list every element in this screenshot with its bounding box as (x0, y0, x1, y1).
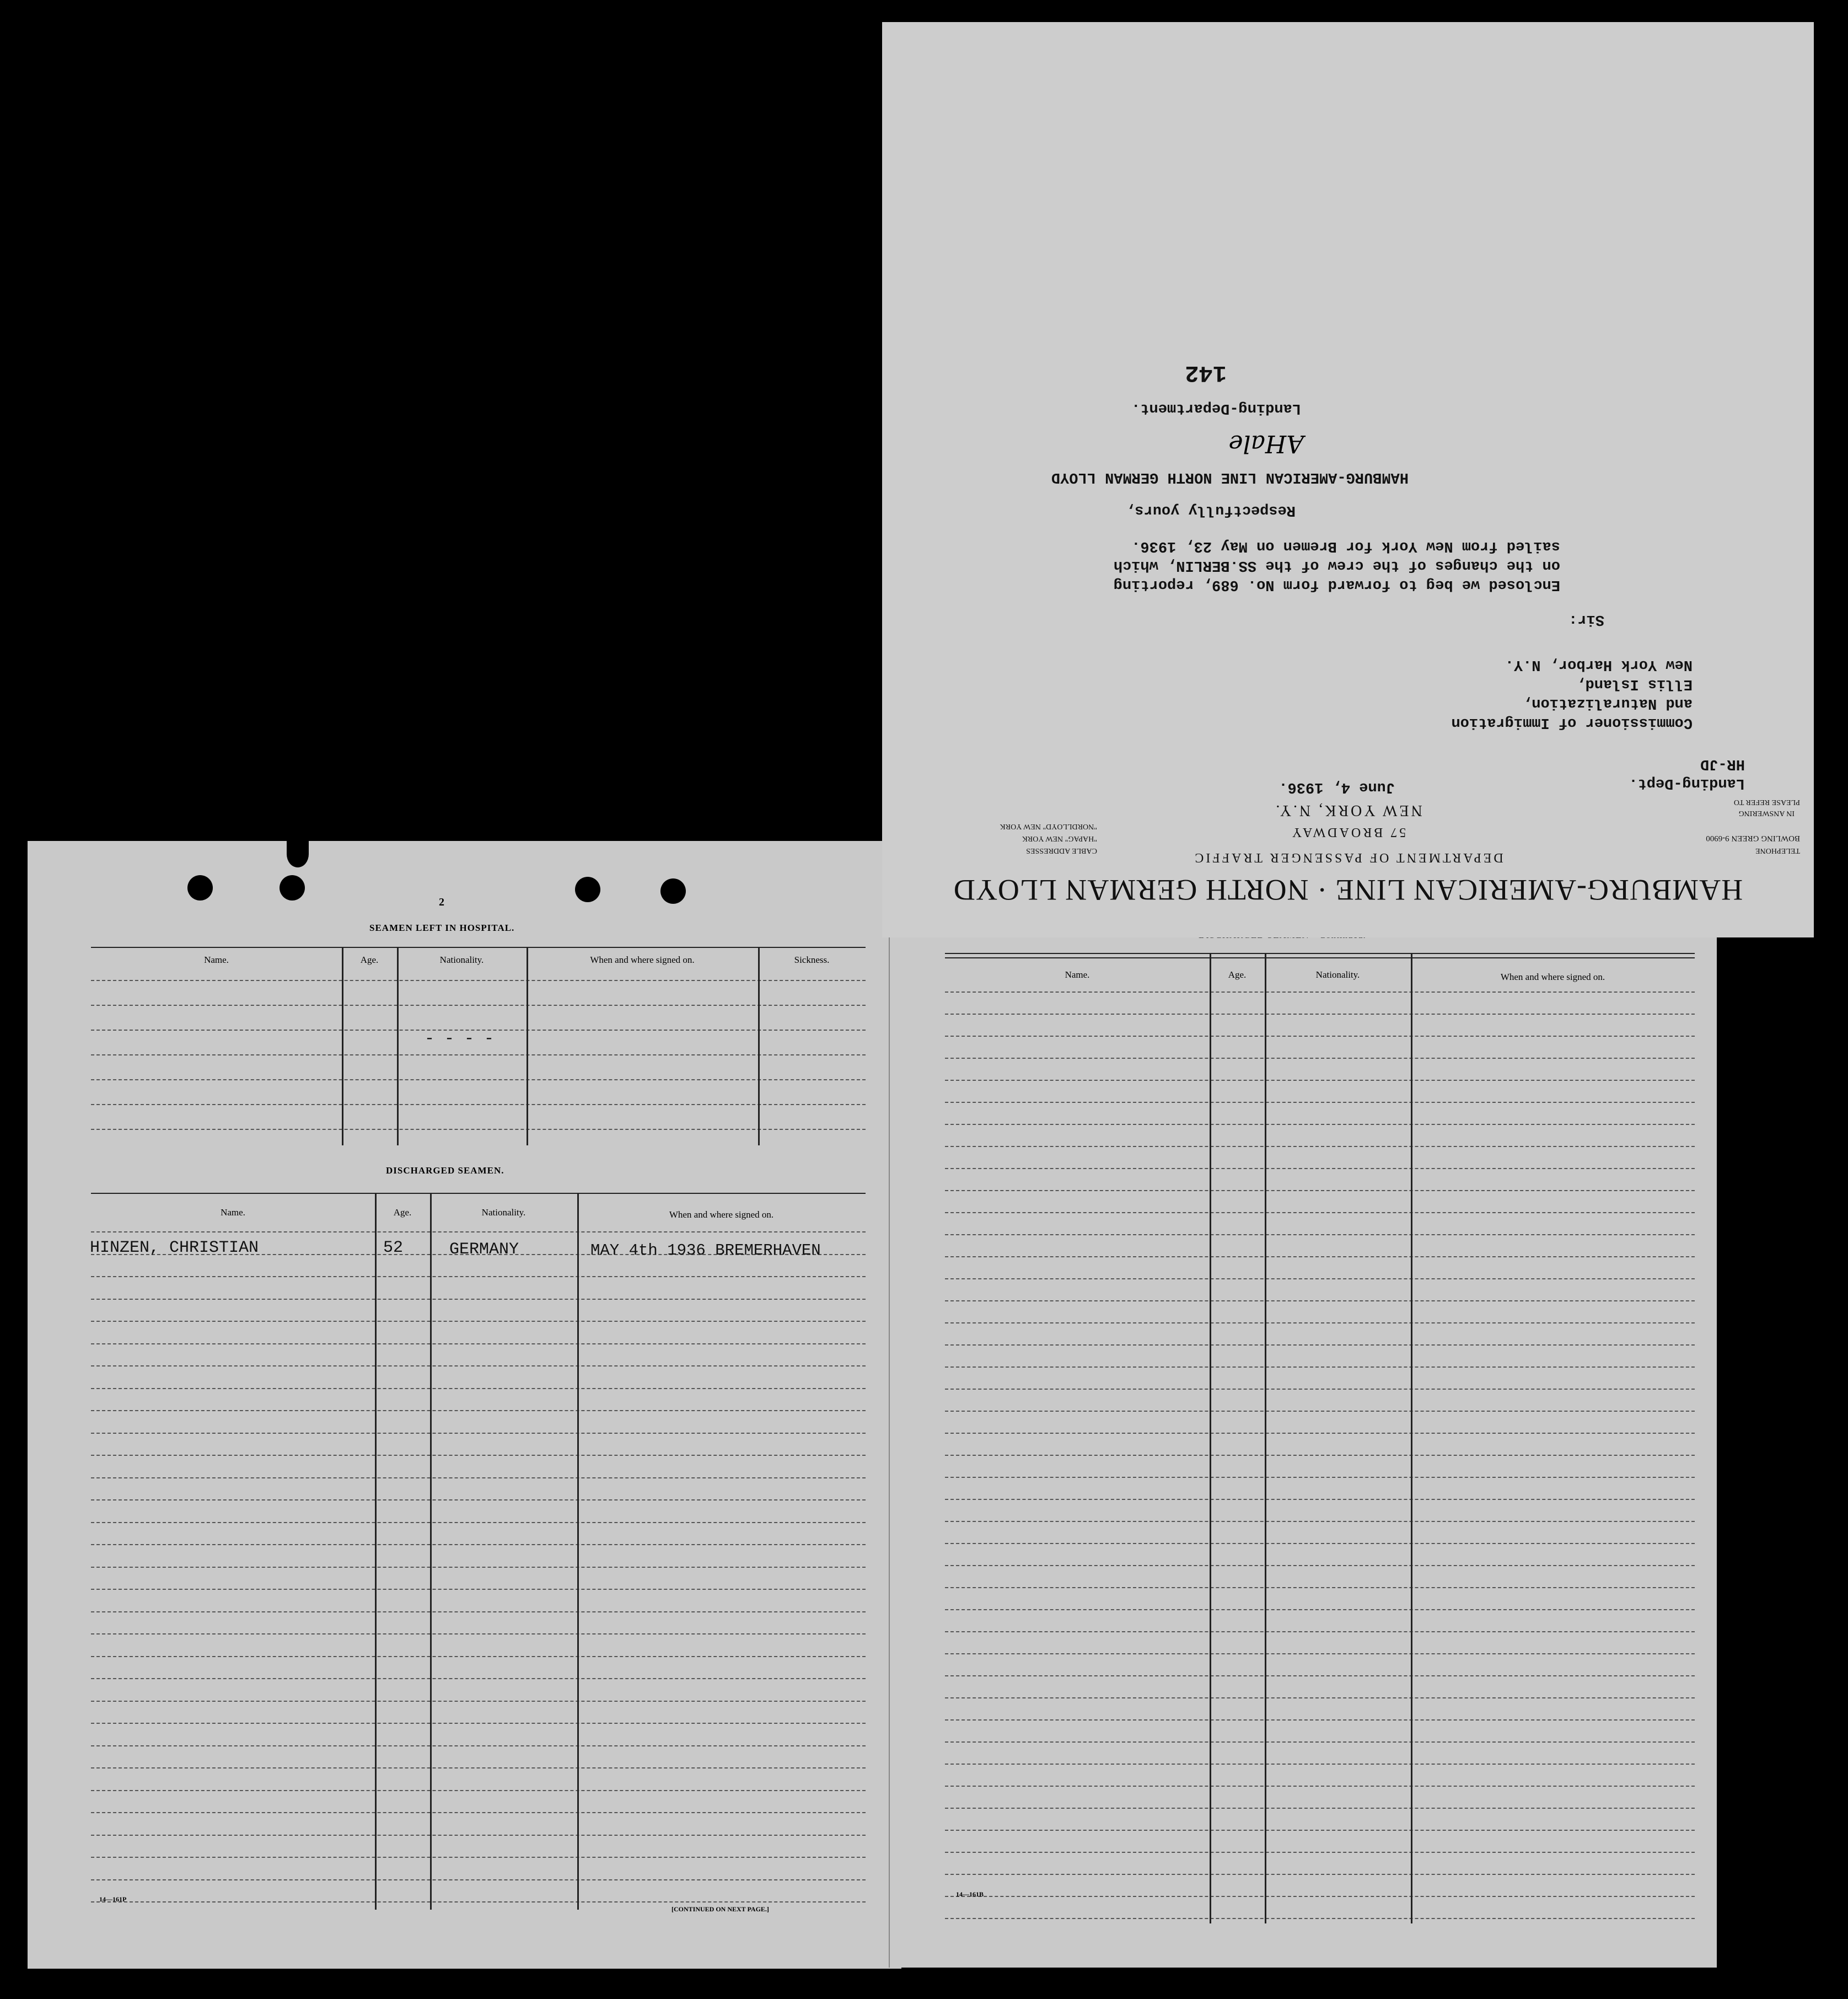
discharged-header-signed-on: When and where signed on. (669, 1209, 774, 1220)
punch-hole (280, 875, 305, 901)
seaman-nationality: GERMANY (449, 1240, 519, 1259)
form-number: 14—161P (99, 1895, 127, 1903)
ruled-line (945, 1455, 1695, 1456)
discharged-header-name: Name. (221, 1207, 245, 1218)
continued-note: [CONTINUED ON NEXT PAGE.] (671, 1905, 769, 1913)
cover-letter (882, 22, 1814, 937)
seaman-signed-on: MAY 4th 1936 BREMERHAVEN (590, 1241, 821, 1260)
ruled-line (945, 1697, 1695, 1698)
ruled-line (945, 1719, 1695, 1721)
discharged-header-age: Age. (393, 1207, 412, 1218)
ruled-line (945, 1675, 1695, 1676)
cable-address-1: "HAPAG" NEW YORK (1022, 834, 1097, 843)
ruled-line (91, 1767, 866, 1768)
torn-edge (287, 841, 309, 867)
ruled-line (91, 1678, 866, 1679)
addressee-line-4: New York Harbor, N.Y. (1505, 656, 1693, 673)
hospital-nil-entry: - - - - (425, 1030, 495, 1048)
page-number: 2 (439, 896, 444, 908)
ruled-line (945, 1366, 1695, 1368)
ruled-line (945, 1741, 1695, 1743)
ruled-line (945, 1036, 1695, 1037)
hospital-header-name: Name. (204, 955, 229, 965)
ruled-line (91, 1522, 866, 1523)
refer-line-1: IN ANSWERING (1738, 809, 1795, 817)
right-form-page (889, 931, 1717, 1968)
left-form-page (28, 841, 901, 1969)
hospital-header-sickness: Sickness. (794, 955, 830, 965)
ruled-line (91, 1567, 866, 1568)
ruled-line (945, 1212, 1695, 1213)
seaman-name: HINZEN, CHRISTIAN (90, 1239, 259, 1257)
discharged-section-title: DISCHARGED SEAMEN. (386, 1165, 504, 1176)
ruled-line (91, 1499, 866, 1500)
right-form-number: 14—161B (956, 1890, 984, 1898)
telephone-label: TELEPHONE (1755, 846, 1800, 855)
ruled-line (91, 1321, 866, 1322)
letterhead-company: HAMBURG-AMERICAN LINE · NORTH GERMAN LLOYD (953, 873, 1743, 907)
telephone-number: BOWLING GREEN 9-6900 (1706, 834, 1800, 843)
signature: AHale (1228, 430, 1304, 458)
body-line-1: Enclosed we beg to forward form No. 689, reporting (1113, 576, 1560, 593)
cable-label: CABLE ADDRESSES (1026, 846, 1097, 855)
ruled-line (91, 1790, 866, 1791)
ruled-line (91, 1723, 866, 1724)
ruled-line (945, 1499, 1695, 1500)
body-line-3: sailed from New York for Bremen on May 23, 1936. (1131, 538, 1560, 554)
reference-department: Landing-Dept. (1629, 775, 1745, 791)
ruled-line (945, 1168, 1695, 1169)
seaman-age: 52 (383, 1239, 404, 1257)
ruled-line (945, 1146, 1695, 1147)
ruled-line (945, 1058, 1695, 1059)
addressee-line-2: and Naturalization, (1523, 695, 1693, 711)
ruled-line (945, 1102, 1695, 1103)
discharged-table (91, 1193, 866, 1910)
ruled-line (945, 1587, 1695, 1588)
continued-header-age: Age. (1228, 969, 1247, 980)
ruled-line (945, 992, 1695, 993)
ruled-line (945, 1565, 1695, 1566)
signature-department: Landing-Department. (1131, 400, 1301, 416)
ruled-line (945, 1918, 1695, 1919)
ruled-line (91, 1455, 866, 1456)
refer-line-2: PLEASE REFER TO (1733, 798, 1800, 806)
punch-hole (575, 877, 600, 902)
ruled-line (91, 1343, 866, 1344)
ruled-line (91, 1544, 866, 1545)
letterhead-address: 57 BROADWAY (1290, 825, 1406, 839)
ruled-line (945, 1234, 1695, 1235)
ruled-line (945, 1411, 1695, 1412)
ruled-line (945, 1080, 1695, 1081)
addressee-line-1: Commissioner of Immigration (1451, 714, 1693, 731)
ruled-line (945, 1852, 1695, 1853)
discharged-header-nationality: Nationality. (481, 1207, 526, 1218)
ruled-line (91, 1388, 866, 1389)
reference-code: HR-JD (1700, 755, 1745, 772)
ruled-line (945, 1256, 1695, 1257)
ruled-line (945, 1896, 1695, 1897)
ruled-line (91, 1901, 866, 1902)
ruled-line (91, 1879, 866, 1880)
hospital-header-signed-on: When and where signed on. (590, 955, 695, 965)
ruled-line (945, 1124, 1695, 1125)
addressee-line-3: Ellis Island, (1576, 676, 1693, 692)
ruled-line (945, 1764, 1695, 1765)
ruled-line (945, 1609, 1695, 1610)
ruled-line (91, 1433, 866, 1434)
file-number: 142 (1185, 360, 1227, 386)
continued-header-name: Name. (1065, 969, 1090, 980)
ruled-line (945, 1521, 1695, 1522)
hospital-section-title: SEAMEN LEFT IN HOSPITAL. (369, 923, 515, 933)
punch-hole (660, 878, 686, 904)
signature-company: HAMBURG-AMERICAN LINE NORTH GERMAN LLOYD (1051, 469, 1409, 485)
ruled-line (91, 1745, 866, 1746)
ruled-line (91, 1633, 866, 1634)
continued-header-signed-on: When and where signed on. (1500, 972, 1605, 982)
ruled-line (945, 1278, 1695, 1279)
ruled-line (945, 1322, 1695, 1323)
ruled-line (945, 1477, 1695, 1478)
punch-hole (187, 875, 213, 901)
ruled-line (945, 1014, 1695, 1015)
ruled-line (91, 1231, 866, 1232)
cable-address-2: "NORDLLOYD" NEW YORK (1000, 822, 1097, 830)
ruled-line (945, 1190, 1695, 1191)
ruled-line (91, 1857, 866, 1858)
hospital-header-nationality: Nationality. (439, 955, 484, 965)
letterhead-department: DEPARTMENT OF PASSENGER TRAFFIC (1192, 850, 1503, 865)
ruled-line (91, 1477, 866, 1478)
hospital-table (91, 947, 866, 1145)
ruled-line (945, 1300, 1695, 1301)
closing: Respectfully yours, (1126, 502, 1296, 518)
letter-date: June 4, 1936. (1278, 779, 1395, 795)
ruled-line (945, 1653, 1695, 1654)
ruled-line (945, 1344, 1695, 1346)
ruled-line (945, 1874, 1695, 1875)
ruled-line (91, 1656, 866, 1657)
body-line-2: on the changes of the crew of the SS.BERLIN, which (1113, 557, 1560, 574)
ruled-line (91, 1589, 866, 1590)
ruled-line (91, 1701, 866, 1702)
ruled-line (945, 1389, 1695, 1390)
continued-table (945, 953, 1695, 1923)
ruled-line (945, 1786, 1695, 1787)
ruled-line (91, 1835, 866, 1836)
letterhead-city: NEW YORK, N.Y. (1274, 802, 1422, 819)
ruled-line (91, 1611, 866, 1612)
ruled-line (945, 1808, 1695, 1809)
hospital-header-age: Age. (360, 955, 379, 965)
ruled-line (945, 1830, 1695, 1831)
ruled-line (91, 1812, 866, 1813)
ruled-line (91, 1365, 866, 1366)
continued-header-nationality: Nationality. (1315, 969, 1360, 980)
ruled-line (945, 1631, 1695, 1632)
ruled-line (945, 1433, 1695, 1434)
ruled-line (91, 1410, 866, 1411)
ruled-line (945, 1543, 1695, 1544)
ruled-line (91, 1299, 866, 1300)
salutation: Sir: (1568, 611, 1604, 628)
ruled-line (91, 1276, 866, 1277)
